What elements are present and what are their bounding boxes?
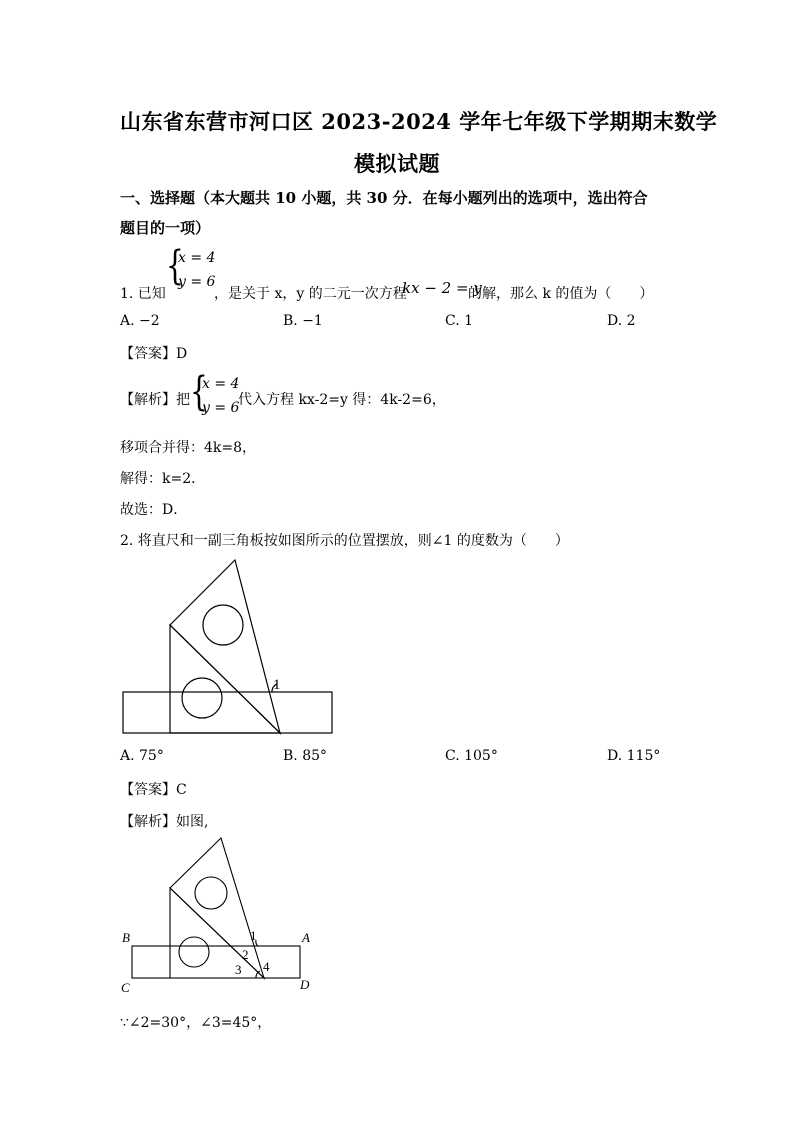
page-title: 山东省东营市河口区 2023-2024 学年七年级下学期期末数学 xyxy=(120,109,718,134)
q1-option-d: D. 2 xyxy=(607,313,636,329)
q1-sys-line2: y = 6 xyxy=(178,274,216,290)
hole-circle-upper xyxy=(203,605,243,645)
angle-1-label: 1 xyxy=(273,677,281,693)
hole-circle-lower xyxy=(179,937,209,967)
q2-because: ∵∠2=30°，∠3=45°， xyxy=(120,1015,272,1031)
triangle-45 xyxy=(170,625,280,733)
q1-analysis-sys-line1: x = 4 xyxy=(202,376,240,392)
angle-1-label: 1 xyxy=(250,928,257,943)
point-d-label: D xyxy=(300,977,310,992)
section-heading-line2: 题目的一项） xyxy=(120,219,211,237)
q1-sys-line1: x = 4 xyxy=(178,250,216,266)
hole-circle-lower xyxy=(182,678,222,718)
q1-option-c: C. 1 xyxy=(445,313,474,329)
point-a-label: A xyxy=(302,930,310,945)
q2-stem: 2. 将直尺和一副三角板按如图所示的位置摆放，则∠1 的度数为（ ） xyxy=(120,533,569,549)
q2-analysis: 【解析】如图, xyxy=(120,814,209,830)
q1-analysis-text: 代入方程 kx-2=y 得：4k-2=6， xyxy=(238,392,446,408)
page-title-line2: 模拟试题 xyxy=(354,151,440,176)
angle-4-label: 4 xyxy=(263,959,270,974)
ruler-shape xyxy=(132,946,300,978)
q1-option-b: B. −1 xyxy=(283,313,323,329)
q1-answer: 【答案】D xyxy=(120,346,188,362)
angle-3-label: 3 xyxy=(235,962,242,977)
triangle-30-60 xyxy=(170,560,280,733)
q2-analysis-figure xyxy=(118,832,328,997)
angle-2-label: 2 xyxy=(242,947,249,962)
q2-answer: 【答案】C xyxy=(120,782,187,798)
q1-analysis-sys-line2: y = 6 xyxy=(202,400,240,416)
q1-equation: kx − 2 = y xyxy=(402,279,482,297)
q1-mid: ，是关于 x，y 的二元一次方程 xyxy=(214,286,407,302)
q2-option-a: A. 75° xyxy=(120,748,164,764)
q1-equation-system xyxy=(166,243,216,294)
ruler-shape xyxy=(123,692,332,733)
q1-analysis-system xyxy=(190,369,240,420)
q1-step3: 故选：D． xyxy=(120,502,188,518)
brace-icon: { xyxy=(190,369,208,415)
point-c-label: C xyxy=(121,980,130,995)
q1-analysis-prefix: 【解析】把 xyxy=(120,392,190,408)
point-b-label: B xyxy=(122,930,130,945)
q2-option-d: D. 115° xyxy=(607,748,661,764)
q1-post: 的解，那么 k 的值为（ ） xyxy=(468,286,654,302)
q2-option-b: B. 85° xyxy=(283,748,328,764)
hole-circle-upper xyxy=(195,877,227,909)
brace-icon: { xyxy=(166,243,184,289)
q2-figure xyxy=(118,555,338,740)
q1-option-a: A. −2 xyxy=(120,313,160,329)
q1-prefix: 1. 已知 xyxy=(120,286,166,302)
q1-step1: 移项合并得：4k=8， xyxy=(120,440,257,456)
q1-step2: 解得：k=2． xyxy=(120,471,206,487)
q2-option-c: C. 105° xyxy=(445,748,498,764)
section-heading: 一、选择题（本大题共 10 小题，共 30 分．在每小题列出的选项中，选出符合 xyxy=(120,189,648,207)
